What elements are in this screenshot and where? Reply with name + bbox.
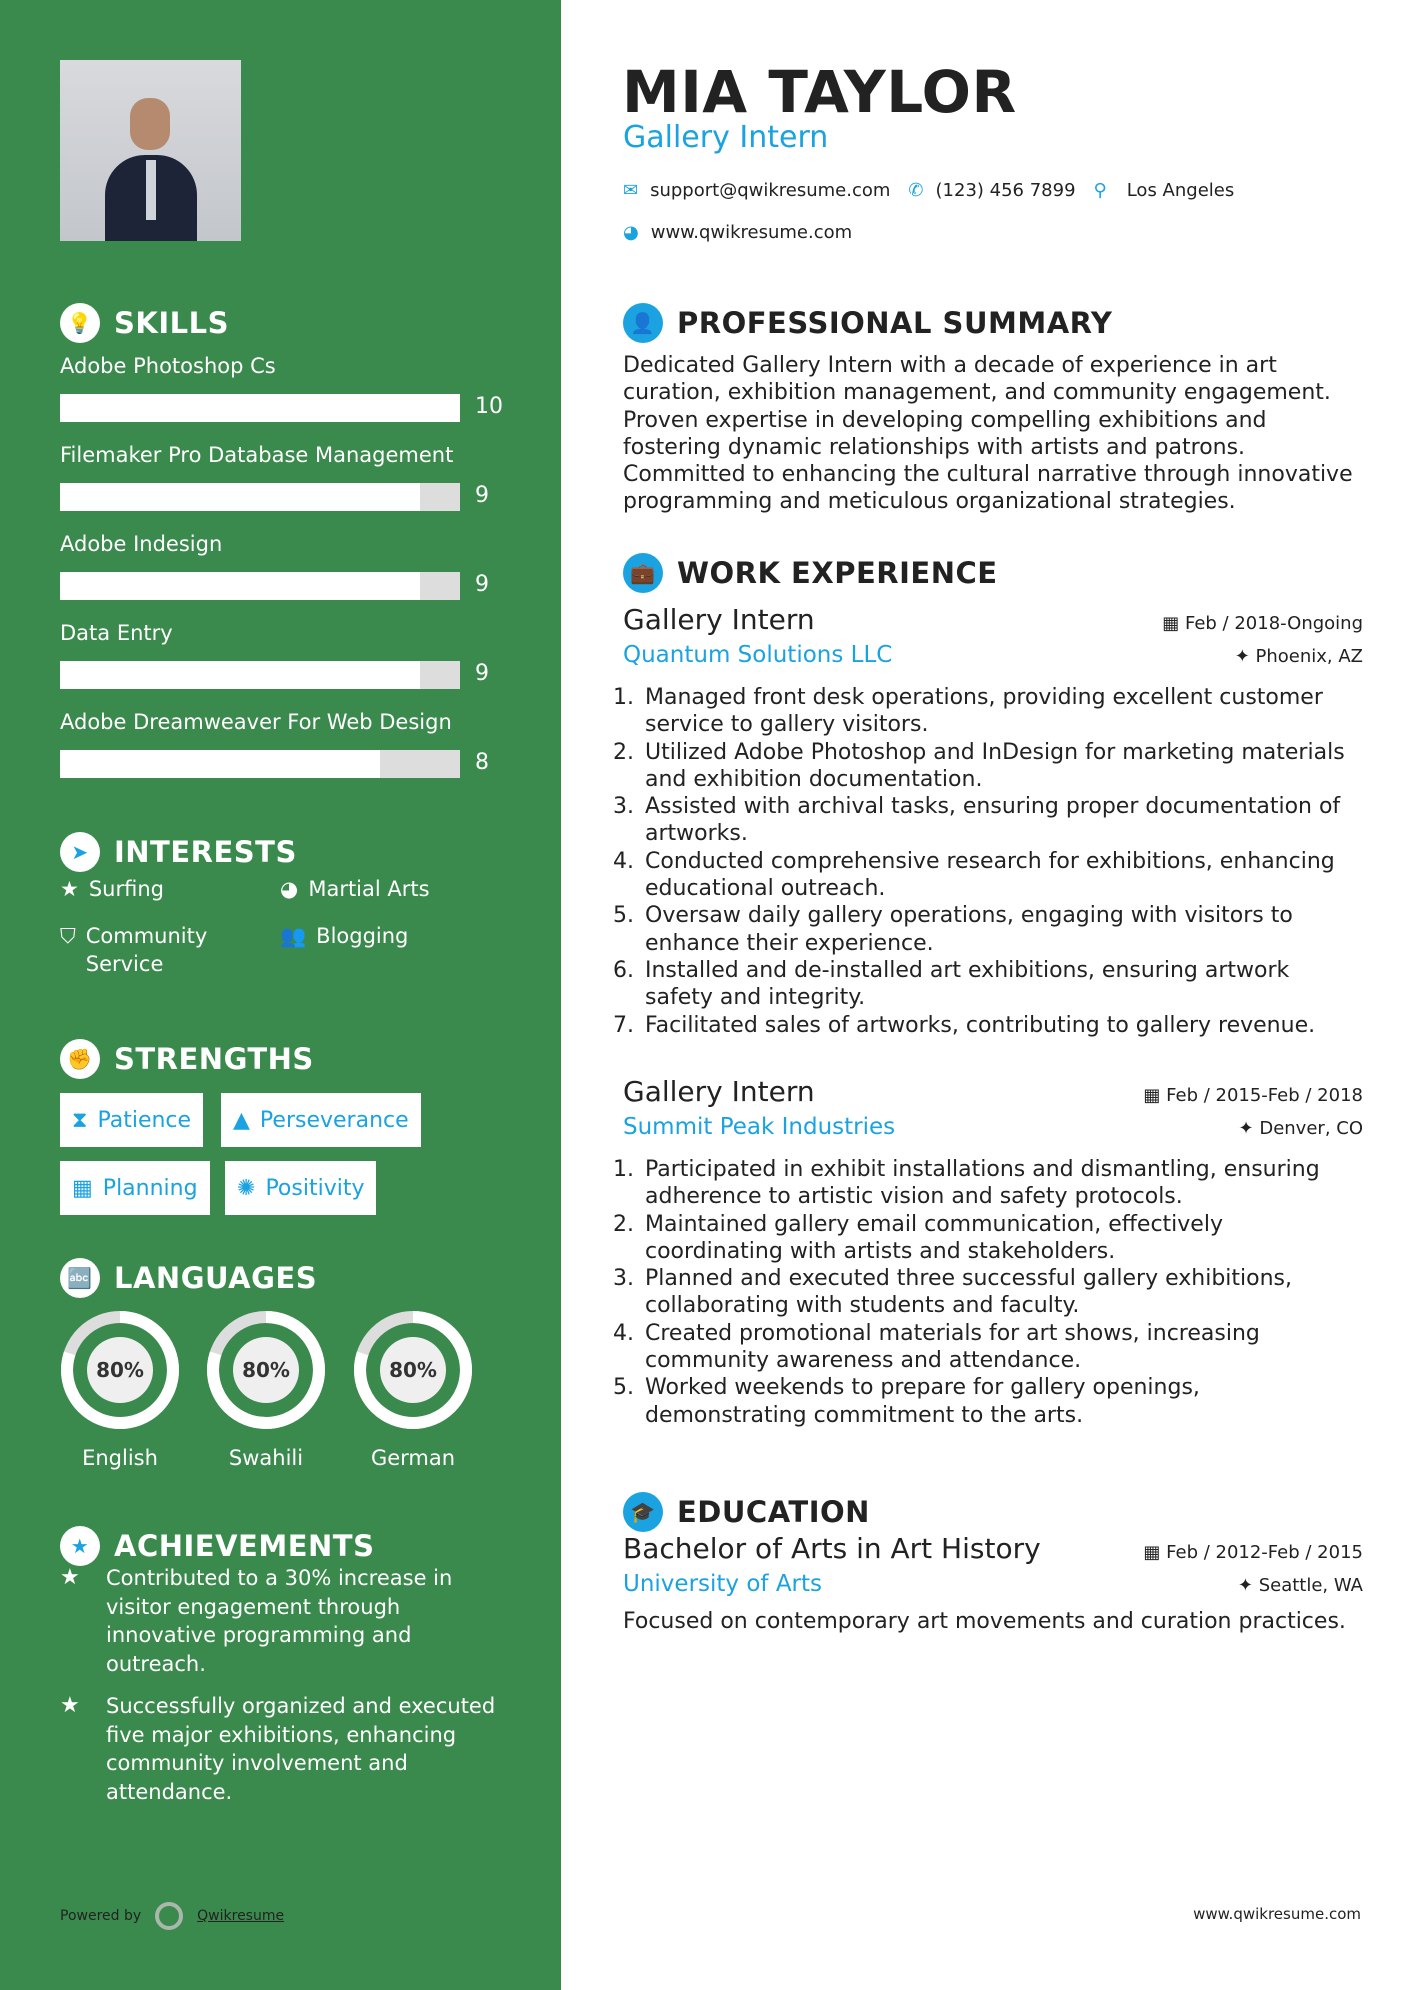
skill-name: Filemaker Pro Database Management xyxy=(60,443,454,467)
skill-name: Adobe Photoshop Cs xyxy=(60,354,276,378)
heading-text: LANGUAGES xyxy=(114,1261,318,1295)
qwikresume-logo-icon xyxy=(155,1902,183,1930)
user-icon: 👤 xyxy=(623,303,663,343)
strength-chip xyxy=(221,1093,421,1147)
achievement-item xyxy=(60,1692,500,1806)
skills-list xyxy=(60,354,540,799)
globe-icon: ◕ xyxy=(623,222,639,243)
profile-photo xyxy=(60,60,241,241)
location-text: Denver, CO xyxy=(1259,1118,1363,1139)
achievement-item xyxy=(60,1564,500,1678)
interest-label: Blogging xyxy=(316,924,409,948)
skill-value: 9 xyxy=(475,483,489,508)
job-bullet: 5. Oversaw daily gallery operations, engaging with visitors to enhance their experience. xyxy=(641,902,1363,957)
language-percent: 80% xyxy=(242,1358,290,1382)
shield-icon: ⛉ xyxy=(60,924,76,948)
strength-label: Planning xyxy=(102,1175,198,1201)
job-bullet: 2. Utilized Adobe Photoshop and InDesign for marketing materials and exhibition documentation. xyxy=(641,739,1363,794)
strength-label: Positivity xyxy=(265,1175,365,1201)
shooting-star-icon: ★ xyxy=(60,1693,80,1718)
skill-bar xyxy=(60,572,460,600)
language-item xyxy=(351,1308,475,1470)
language-name: English xyxy=(82,1446,158,1470)
briefcase-icon: 💼 xyxy=(623,553,663,593)
language-icon: 🔤 xyxy=(60,1258,100,1298)
interest-item xyxy=(60,875,164,903)
users-icon: 👥 xyxy=(280,924,307,948)
job-entry xyxy=(623,1075,1363,1429)
sidebar xyxy=(0,0,561,1990)
education-description: Focused on contemporary art movements and curation practices. xyxy=(623,1609,1346,1634)
footer-website[interactable]: www.qwikresume.com xyxy=(1193,1905,1361,1923)
skill-name: Adobe Indesign xyxy=(60,532,223,556)
company: Summit Peak Industries xyxy=(623,1114,896,1140)
contact-row xyxy=(623,180,1234,201)
language-name: German xyxy=(370,1446,456,1470)
shooting-star-icon: ★ xyxy=(60,1565,80,1590)
job-bullet: 2. Maintained gallery email communication, effectively coordinating with artists and stakeholders. xyxy=(641,1211,1363,1266)
date-text: Feb / 2018-Ongoing xyxy=(1184,613,1363,634)
achievement-text: Successfully organized and executed five major exhibitions, enhancing community involvement and attendance. xyxy=(106,1694,496,1804)
heading-text: STRENGTHS xyxy=(114,1042,314,1076)
strength-chip xyxy=(60,1161,210,1215)
heading-text: WORK EXPERIENCE xyxy=(677,556,998,590)
location-text: Seattle, WA xyxy=(1258,1575,1363,1596)
road-icon: ▲ xyxy=(233,1107,250,1133)
pin-icon: ✦ xyxy=(1234,646,1256,667)
map-pin-icon: ⚲ xyxy=(1093,180,1107,201)
skill-name: Adobe Dreamweaver For Web Design xyxy=(60,710,452,734)
school: University of Arts xyxy=(623,1571,823,1597)
language-item xyxy=(58,1308,182,1470)
envelope-icon: ✉ xyxy=(623,180,639,201)
skill-bar xyxy=(60,661,460,689)
pin-icon: ✦ xyxy=(1238,1118,1260,1139)
date xyxy=(1143,1542,1363,1563)
job-entry xyxy=(623,603,1363,1039)
interest-item xyxy=(280,922,408,950)
job-bullet: 1. Participated in exhibit installations and dismantling, ensuring adherence to artistic vision and safety protocols. xyxy=(641,1156,1363,1211)
pin-icon: ✦ xyxy=(1237,1575,1259,1596)
language-name: Swahili xyxy=(228,1446,304,1470)
interest-item xyxy=(60,922,240,978)
job-bullet: 1. Managed front desk operations, providing excellent customer service to gallery visitors. xyxy=(641,684,1363,739)
skill-bar-fill xyxy=(60,483,420,511)
skill-value: 9 xyxy=(475,661,489,686)
heading-text: INTERESTS xyxy=(114,835,297,869)
skill-value: 9 xyxy=(475,572,489,597)
fist-icon: ✊ xyxy=(60,1039,100,1079)
location xyxy=(1239,1118,1363,1139)
website-row xyxy=(623,222,852,243)
strength-chip xyxy=(60,1093,203,1147)
interest-item xyxy=(280,875,430,903)
graduation-icon: 🎓 xyxy=(623,1492,663,1532)
website[interactable]: www.qwikresume.com xyxy=(650,222,853,243)
skill-bar-fill xyxy=(60,572,420,600)
strength-label: Perseverance xyxy=(259,1107,409,1133)
location: Los Angeles xyxy=(1126,180,1235,201)
skill-item xyxy=(60,532,540,621)
job-bullet: 4. Created promotional materials for art shows, increasing community awareness and attendance. xyxy=(641,1320,1363,1375)
skill-bar-fill xyxy=(60,394,460,422)
job-bullet: 3. Planned and executed three successful gallery exhibitions, collaborating with students and faculty. xyxy=(641,1265,1363,1320)
date xyxy=(1162,613,1363,634)
qwikresume-link[interactable]: Qwikresume xyxy=(197,1908,285,1924)
location xyxy=(1235,646,1363,667)
date-text: Feb / 2015-Feb / 2018 xyxy=(1166,1085,1363,1106)
skill-value: 8 xyxy=(475,750,489,775)
sun-icon: ✺ xyxy=(237,1175,256,1201)
job-bullet: 3. Assisted with archival tasks, ensuring proper documentation of artworks. xyxy=(641,793,1363,848)
skill-value: 10 xyxy=(475,394,503,419)
language-percent: 80% xyxy=(96,1358,144,1382)
main-content xyxy=(561,0,1407,1990)
interest-label: Surfing xyxy=(88,877,164,901)
job-bullets xyxy=(623,1156,1363,1429)
education-entry xyxy=(623,1532,1363,1634)
work-heading xyxy=(623,553,998,593)
paper-plane-icon: ➤ xyxy=(60,832,100,872)
location xyxy=(1238,1575,1363,1596)
star-icon: ★ xyxy=(60,877,79,901)
skill-bar xyxy=(60,394,460,422)
job-bullet: 6. Installed and de-installed art exhibitions, ensuring artwork safety and integrity. xyxy=(641,957,1363,1012)
location-text: Phoenix, AZ xyxy=(1255,646,1363,667)
job-bullet: 7. Facilitated sales of artworks, contributing to gallery revenue. xyxy=(641,1012,1363,1039)
skill-bar xyxy=(60,483,460,511)
job-title: Gallery Intern xyxy=(623,1075,815,1108)
candidate-title: Gallery Intern xyxy=(623,120,829,155)
calendar-icon: ▦ xyxy=(72,1175,93,1201)
calendar-icon: ▦ xyxy=(1143,1542,1167,1563)
phone: (123) 456 7899 xyxy=(935,180,1076,201)
achievements-heading xyxy=(60,1526,374,1566)
strengths-heading xyxy=(60,1039,314,1079)
powered-by-text: Powered by xyxy=(60,1908,142,1924)
language-item xyxy=(204,1308,328,1470)
email[interactable]: support@qwikresume.com xyxy=(650,180,891,201)
language-percent: 80% xyxy=(389,1358,437,1382)
job-bullets xyxy=(623,684,1363,1039)
lightbulb-icon: 💡 xyxy=(60,303,100,343)
heading-text: SKILLS xyxy=(114,306,229,340)
candidate-name: MIA TAYLOR xyxy=(622,58,1017,126)
skill-item xyxy=(60,443,540,532)
skill-bar xyxy=(60,750,460,778)
skill-item xyxy=(60,354,540,443)
interest-label: Martial Arts xyxy=(308,877,430,901)
strength-label: Patience xyxy=(97,1107,192,1133)
job-title: Gallery Intern xyxy=(623,603,815,636)
calendar-icon: ▦ xyxy=(1162,613,1185,634)
interest-label: Community Service xyxy=(85,924,208,976)
globe-icon: ◕ xyxy=(280,877,299,901)
job-bullet: 4. Conducted comprehensive research for exhibitions, enhancing educational outreach. xyxy=(641,848,1363,903)
achievement-text: Contributed to a 30% increase in visitor engagement through innovative programming and outreach. xyxy=(106,1566,453,1676)
summary-text: Dedicated Gallery Intern with a decade of experience in art curation, exhibition management, and community engagement. Proven expertise in developing compelling exhibitions and fostering dynamic relationships with artists and patrons. Committed to enhancing the cultural narrative through innovative programming and meticulous organizational strategies. xyxy=(623,353,1353,515)
summary-heading xyxy=(623,303,1112,343)
hourglass-icon: ⧗ xyxy=(72,1107,88,1133)
phone-icon: ✆ xyxy=(908,180,924,201)
date-text: Feb / 2012-Feb / 2015 xyxy=(1166,1542,1363,1563)
date xyxy=(1143,1085,1363,1106)
company: Quantum Solutions LLC xyxy=(623,642,893,668)
heading-text: PROFESSIONAL SUMMARY xyxy=(677,306,1113,340)
skill-item xyxy=(60,621,540,710)
star-badge-icon: ★ xyxy=(60,1526,100,1566)
languages-heading xyxy=(60,1258,317,1298)
skill-item xyxy=(60,710,540,799)
skill-bar-fill xyxy=(60,661,420,689)
interests-heading xyxy=(60,832,297,872)
skill-name: Data Entry xyxy=(60,621,173,645)
powered-by xyxy=(60,1902,284,1930)
job-bullet: 5. Worked weekends to prepare for gallery openings, demonstrating commitment to the arts. xyxy=(641,1374,1363,1429)
education-heading xyxy=(623,1492,870,1532)
heading-text: ACHIEVEMENTS xyxy=(114,1529,375,1563)
skills-heading xyxy=(60,303,229,343)
degree: Bachelor of Arts in Art History xyxy=(623,1532,1041,1565)
strength-chip xyxy=(225,1161,376,1215)
heading-text: EDUCATION xyxy=(677,1495,870,1529)
calendar-icon: ▦ xyxy=(1143,1085,1167,1106)
skill-bar-fill xyxy=(60,750,380,778)
